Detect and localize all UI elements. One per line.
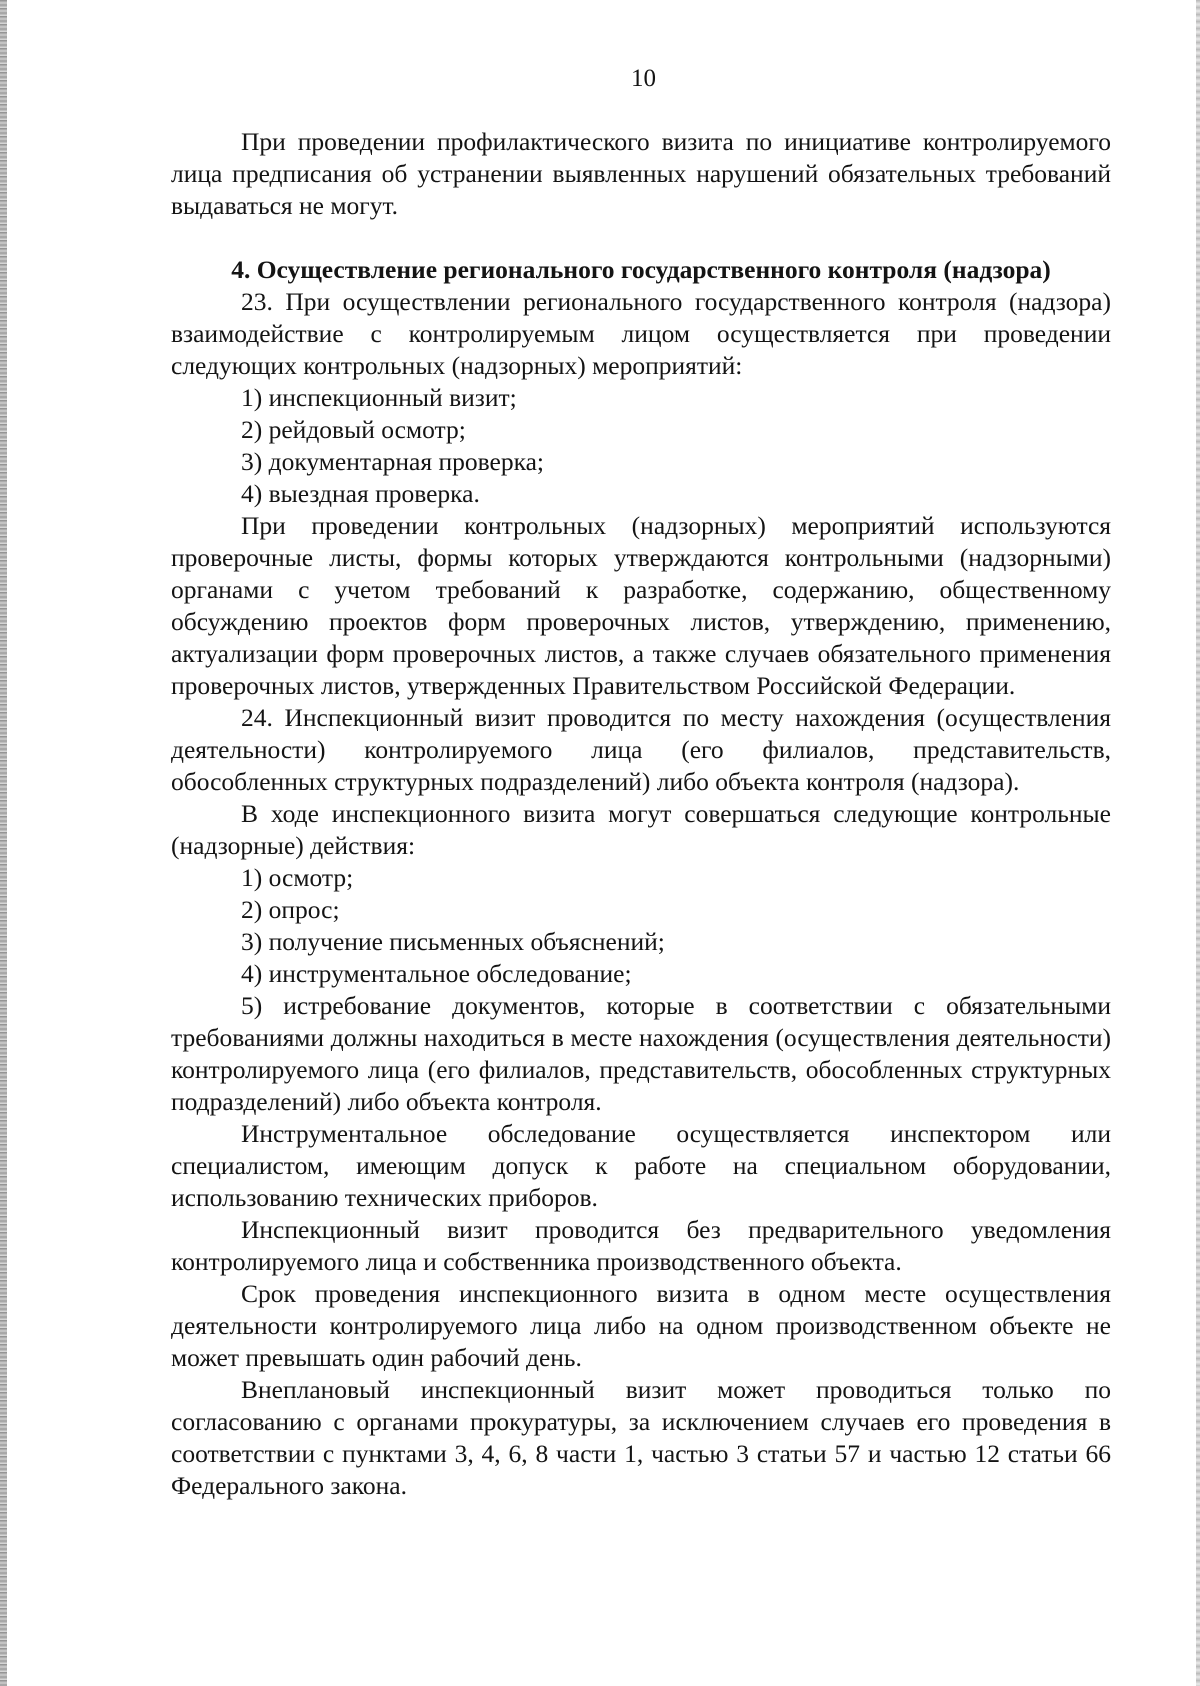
paragraph: Инструментальное обследование осуществляется инспектором или специалистом, имеющим допуск к работе на специальном оборудовании, использованию технических приборов. [171, 1119, 1111, 1212]
list-item: 2) опрос; [241, 895, 340, 924]
list-item: 3) документарная проверка; [241, 447, 544, 476]
list-item: 4) инструментальное обследование; [241, 959, 632, 988]
paragraph: Инспекционный визит проводится без предварительного уведомления контролируемого лица и собственника производственного объекта. [171, 1215, 1111, 1276]
page-number: 10 [631, 65, 656, 92]
list-item: 4) выездная проверка. [241, 479, 480, 508]
paragraph: При проведении профилактического визита по инициативе контролируемого лица предписания об устранении выявленных нарушений обязательных требований выдаваться не могут. [171, 127, 1111, 220]
paragraph: Срок проведения инспекционного визита в одном месте осуществления деятельности контролируемого лица либо на одном производственном объекте не может превышать один рабочий день. [171, 1279, 1111, 1372]
list-item-long: 5) истребование документов, которые в соответствии с обязательными требованиями должны находиться в месте нахождения (осуществления деятельности) контролируемого лица (его филиалов, представительств, обособленных структурных подразделений) либо объекта контроля. [171, 991, 1111, 1116]
section-heading: 4. Осуществление регионального государственного контроля (надзора) [231, 255, 1051, 284]
paragraph-clause-24: 24. Инспекционный визит проводится по месту нахождения (осуществления деятельности) контролируемого лица (его филиалов, представительств, обособленных структурных подразделений) либо объекта контроля (надзора). [171, 703, 1111, 796]
paragraph-clause-23: 23. При осуществлении регионального государственного контроля (надзора) взаимодействие с контролируемым лицом осуществляется при проведении следующих контрольных (надзорных) мероприятий: [171, 287, 1111, 380]
list-item: 1) инспекционный визит; [241, 383, 517, 412]
paragraph: При проведении контрольных (надзорных) мероприятий используются проверочные листы, формы которых утверждаются контрольными (надзорными) органами с учетом требований к разработке, содержанию, общественному обсуждению проектов форм проверочных листов, утверждению, применению, актуализации форм проверочных листов, а также случаев обязательного применения проверочных листов, утвержденных Правительством Российской Федерации. [171, 511, 1111, 700]
list-item: 3) получение письменных объяснений; [241, 927, 665, 956]
paragraph: Внеплановый инспекционный визит может проводиться только по согласованию с органами прокуратуры, за исключением случаев его проведения в соответствии с пунктами 3, 4, 6, 8 части 1, частью 3 статьи 57 и частью 12 статьи 66 Федерального закона. [171, 1375, 1111, 1500]
list-item: 1) осмотр; [241, 863, 354, 892]
document-body [171, 126, 1111, 1502]
list-item: 2) рейдовый осмотр; [241, 415, 466, 444]
paragraph: В ходе инспекционного визита могут совершаться следующие контрольные (надзорные) действия: [171, 799, 1111, 860]
